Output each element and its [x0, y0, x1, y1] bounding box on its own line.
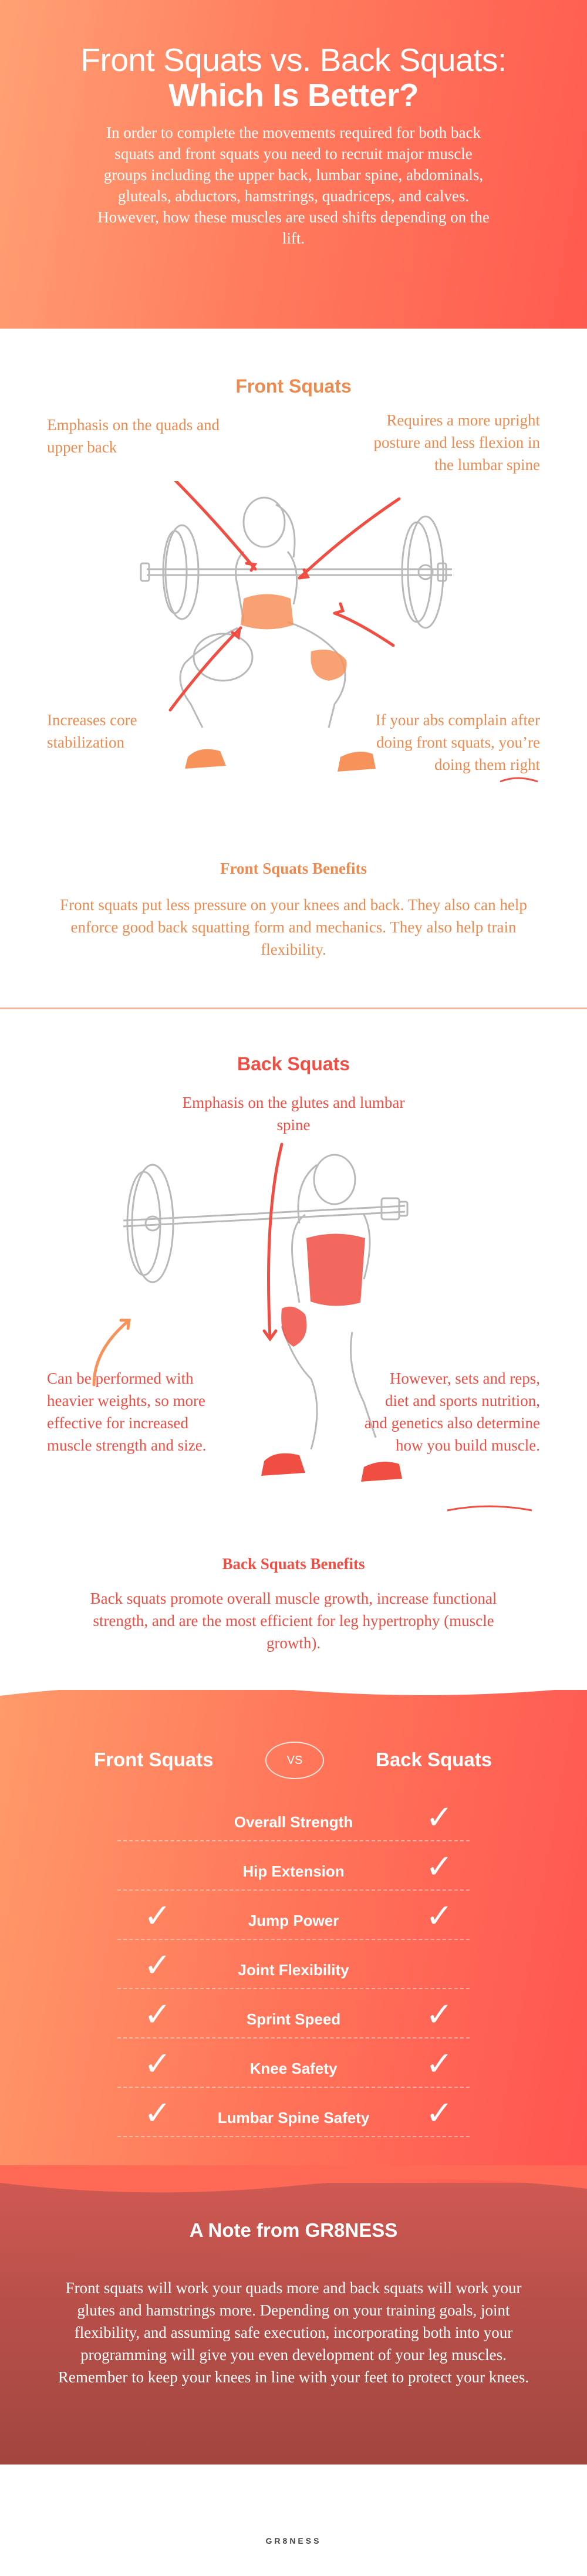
build-muscle-link[interactable]: build muscle [454, 1436, 537, 1454]
top-garment [241, 594, 294, 630]
underline-icon [446, 1503, 534, 1515]
row-divider [117, 1939, 470, 1940]
top-garment [306, 1234, 365, 1306]
row-divider [117, 1988, 470, 1989]
row-divider [117, 1889, 470, 1891]
front-check-icon: ✓ [144, 2095, 171, 2132]
front-benefits-title: Front Squats Benefits [220, 860, 367, 877]
page-title-line1: Front Squats vs. Back Squats: [80, 42, 507, 78]
vs-badge: VS [265, 1742, 324, 1779]
back-note-weights: Can be performed with heavier weights, so more effective for increased muscle strength and size. [47, 1370, 207, 1454]
back-check-icon: ✓ [426, 2095, 453, 2132]
arrow-core-icon [170, 628, 241, 710]
shorts-garment [311, 650, 346, 681]
annotation-arrows [94, 1144, 282, 1385]
arrow-abs-icon [335, 613, 393, 645]
back-check-icon: ✓ [426, 1997, 453, 2033]
front-squats-title: Front Squats [235, 376, 352, 397]
front-check-icon: ✓ [144, 1898, 171, 1935]
front-note-posture: Requires a more upright posture and less flexion in the lumbar spine [373, 411, 540, 474]
front-squat-illustration [88, 481, 499, 786]
comparison-row [0, 1949, 587, 1990]
row-label: Jump Power [248, 1912, 339, 1929]
back-check-icon: ✓ [426, 2046, 453, 2083]
section-divider [0, 1008, 587, 1009]
front-check-icon: ✓ [144, 1948, 171, 1984]
front-check-icon: ✓ [144, 1997, 171, 2033]
intro-paragraph: In order to complete the movements required for both back squats and front squats you need to recruit major muscle groups including the upper back, lumbar spine, abdominals, gluteals, abductors, hamstrings, quadriceps, and calves. However, how these muscles are used shifts depending on the lift. [97, 124, 490, 247]
front-check-icon: ✓ [144, 2046, 171, 2083]
row-label: Lumbar Spine Safety [217, 2109, 370, 2127]
row-divider [117, 1840, 470, 1841]
arrow-weights-icon [94, 1320, 129, 1385]
right-shoe [361, 1462, 402, 1482]
comparison-row [0, 2097, 587, 2138]
right-shoe [338, 752, 376, 772]
front-note-quads: Emphasis on the quads and upper back [47, 416, 220, 456]
row-label: Knee Safety [249, 2060, 338, 2077]
row-label: Overall Strength [234, 1813, 353, 1831]
arrow-posture-icon [299, 499, 399, 578]
row-label: Hip Extension [242, 1862, 345, 1880]
front-benefits-text: Front squats put less pressure on your knees and back. They also can help enforce good back squatting form and mechanics. They also help train flexibility. [60, 896, 527, 958]
left-shoe [185, 749, 226, 769]
arrow-glutes-icon [269, 1144, 282, 1338]
comparison-row [0, 1999, 587, 2040]
left-shoe [261, 1453, 305, 1476]
front-note-abs-text: If your abs complain after doing front squats, you’re doing them [375, 711, 540, 773]
back-check-icon: ✓ [426, 1800, 453, 1836]
compare-back-header: Back Squats [376, 1749, 492, 1770]
back-note-period: . [536, 1436, 540, 1454]
row-label: Joint Flexibility [238, 1961, 349, 1979]
comparison-row [0, 1801, 587, 1843]
row-label: Sprint Speed [246, 2010, 341, 2028]
underline-icon [499, 775, 540, 786]
back-note-genetics-text: However, sets and reps, diet and sports nutrition, and genetics also determine how you [364, 1370, 540, 1454]
comparison-row [0, 1900, 587, 1941]
comparison-row [0, 1851, 587, 1892]
row-divider [117, 2037, 470, 2039]
back-benefits-title: Back Squats Benefits [222, 1555, 365, 1573]
note-title: A Note from GR8NESS [189, 2219, 398, 2241]
row-divider [117, 2136, 470, 2137]
page-title-line2: Which Is Better? [168, 77, 419, 113]
back-squat-illustration [88, 1133, 499, 1496]
comparison-row [0, 2048, 587, 2089]
note-text: Front squats will work your quads more and back squats will work your glutes and hamstrings more. Depending on your training goals, joint flexibility, and assuming safe execution, incorporating both into your programming will give you even development of your leg muscles. Remember to keep your knees in line with your feet to protect your knees. [58, 2279, 529, 2386]
shorts-garment [281, 1307, 306, 1347]
front-note-core: Increases core stabilization [47, 711, 137, 751]
back-check-icon: ✓ [426, 1849, 453, 1885]
back-note-glutes: Emphasis on the glutes and lumbar spine [182, 1094, 405, 1134]
back-check-icon: ✓ [426, 1898, 453, 1935]
row-divider [117, 2087, 470, 2088]
back-benefits-text: Back squats promote overall muscle growth, increase functional strength, and are the most efficient for leg hypertrophy (muscle growth). [90, 1590, 497, 1652]
front-note-abs-link[interactable]: right [510, 756, 540, 773]
wave-bottom [0, 2165, 587, 2200]
wave-top [0, 1678, 587, 1713]
back-squats-title: Back Squats [237, 1053, 350, 1074]
brand-logo: GR8NESS [265, 2536, 322, 2545]
compare-front-header: Front Squats [94, 1749, 214, 1770]
barbell-icon [123, 1165, 407, 1282]
